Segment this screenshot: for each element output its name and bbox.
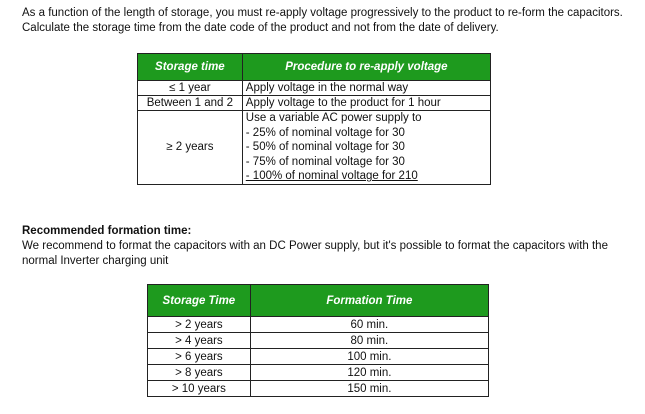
- procedure-line: - 50% of nominal voltage for 30: [245, 141, 405, 154]
- table-header-row: [148, 285, 489, 317]
- storage-cell: ≥ 2 years: [138, 111, 243, 185]
- table-row: [138, 111, 491, 185]
- storage-cell: > 8 years: [148, 365, 251, 381]
- formation-time-cell: 80 min.: [250, 333, 488, 349]
- storage-cell: > 2 years: [148, 317, 251, 333]
- formation-time-cell: 120 min.: [250, 365, 488, 381]
- storage-cell: > 10 years: [148, 381, 251, 397]
- storage-cell: Between 1 and 2: [138, 96, 243, 111]
- table-row: [148, 365, 489, 381]
- procedure-cell: Apply voltage in the normal way: [242, 81, 490, 96]
- table-row: [148, 333, 489, 349]
- table-row: [138, 81, 491, 96]
- storage-cell: > 4 years: [148, 333, 251, 349]
- procedure-line: - 75% of nominal voltage for 30: [245, 155, 405, 168]
- procedure-cell: [242, 111, 490, 185]
- formation-paragraph: We recommend to format the capacitors with an DC Power supply, but it's possible to format the capacitors with the normal Inverter charging unit: [22, 240, 608, 267]
- column-header-storage-time: Storage time: [138, 54, 243, 81]
- column-header-storage-time: Storage Time: [148, 285, 251, 317]
- storage-cell: ≤ 1 year: [138, 81, 243, 96]
- table-row: [148, 349, 489, 365]
- table-row: [148, 381, 489, 397]
- intro-paragraph: As a function of the length of storage, you must re-apply voltage progressively to the product to re-form the capacitors. Calculate the storage time from the date code of the product and not from the date of delivery.: [22, 7, 623, 34]
- formation-time-cell: 100 min.: [250, 349, 488, 365]
- table-row: [138, 96, 491, 111]
- procedure-line: - 100% of nominal voltage for 210: [245, 170, 418, 183]
- table-header-row: [138, 54, 491, 81]
- column-header-procedure: Procedure to re-apply voltage: [242, 54, 490, 81]
- procedure-cell: Apply voltage to the product for 1 hour: [242, 96, 490, 111]
- procedure-line: Use a variable AC power supply to: [245, 112, 422, 124]
- formation-time-cell: 60 min.: [250, 317, 488, 333]
- voltage-procedure-table: [137, 53, 491, 185]
- procedure-line: - 25% of nominal voltage for 30: [245, 126, 405, 139]
- formation-time-table: [147, 284, 489, 397]
- table-row: [148, 317, 489, 333]
- column-header-formation-time: Formation Time: [250, 285, 488, 317]
- formation-heading: Recommended formation time:: [22, 225, 192, 237]
- formation-time-cell: 150 min.: [250, 381, 488, 397]
- storage-cell: > 6 years: [148, 349, 251, 365]
